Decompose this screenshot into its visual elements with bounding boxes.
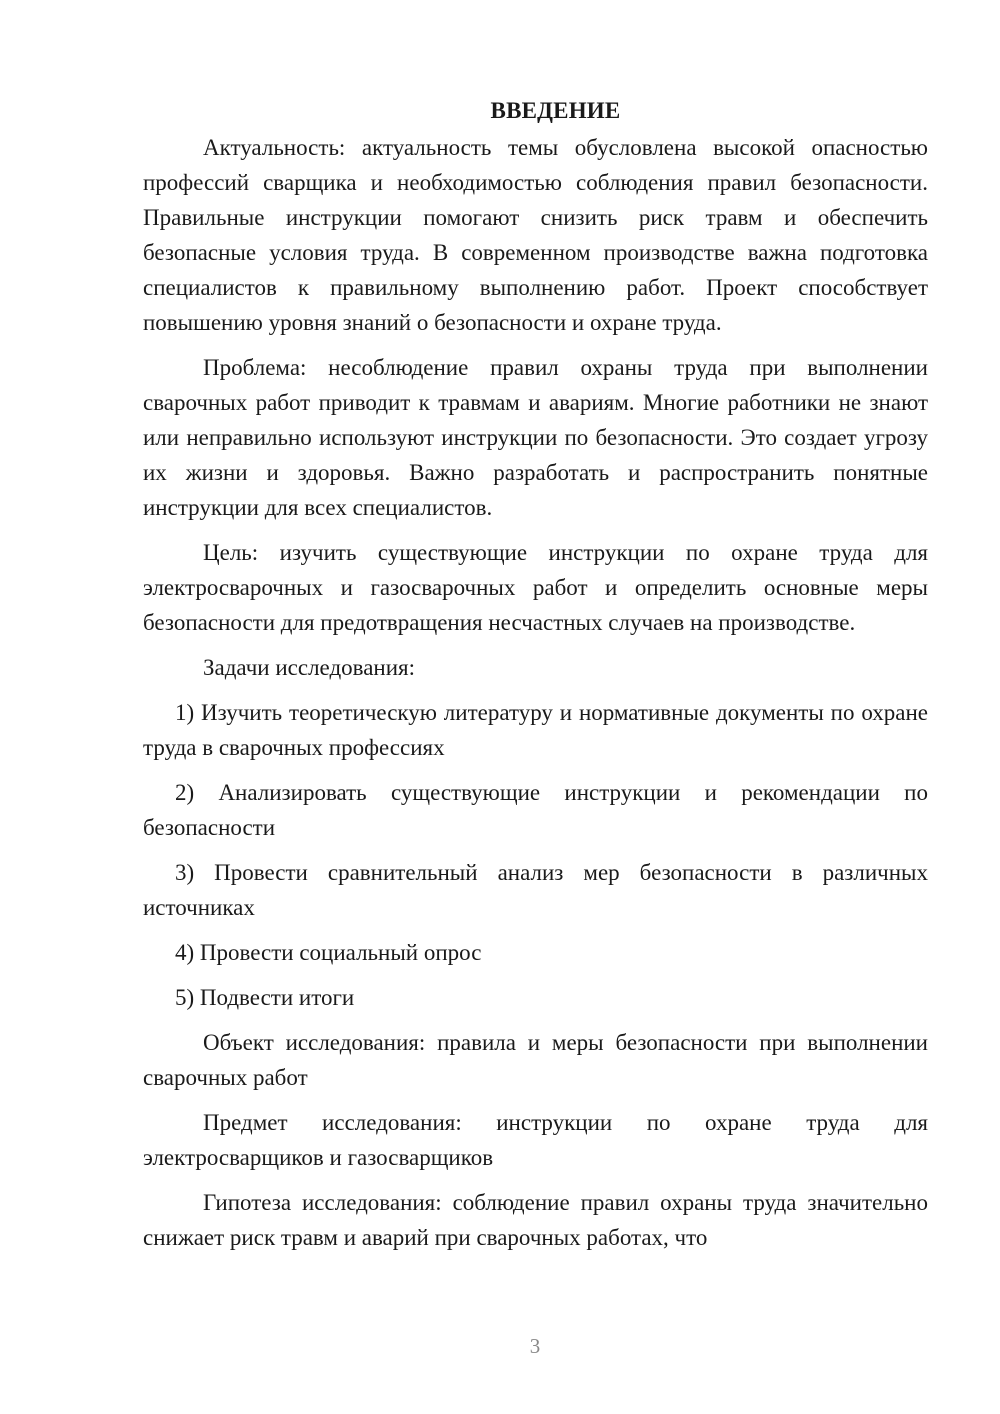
goal-paragraph: Цель: изучить существующие инструкции по охране труда для электросварочных и газосварочных работ и определить основные меры безопасности для предотвращения несчастных случаев на производстве. bbox=[143, 540, 928, 635]
task-item-2: 2) Анализировать существующие инструкции и рекомендации по безопасности bbox=[143, 780, 928, 840]
relevance-paragraph: Актуальность: актуальность темы обусловлена высокой опасностью профессий сварщика и необходимостью соблюдения правил безопасности. Правильные инструкции помогают снизить риск травм и обеспечить безопасные условия труда. В современном производстве важна подготовка специалистов к правильному выполнению работ. Проект способствует повышению уровня знаний о безопасности и охране труда. bbox=[143, 135, 928, 335]
task-item-4: 4) Провести социальный опрос bbox=[175, 940, 482, 965]
subject-paragraph: Предмет исследования: инструкции по охране труда для электросварщиков и газосварщиков bbox=[143, 1110, 928, 1170]
section-title: ВВЕДЕНИЕ bbox=[490, 98, 621, 123]
page-content bbox=[143, 93, 928, 1265]
task-item-3: 3) Провести сравнительный анализ мер безопасности в различных источниках bbox=[143, 860, 928, 920]
object-paragraph: Объект исследования: правила и меры безопасности при выполнении сварочных работ bbox=[143, 1030, 928, 1090]
problem-paragraph: Проблема: несоблюдение правил охраны труда при выполнении сварочных работ приводит к травмам и авариям. Многие работники не знают или неправильно используют инструкции по безопасности. Это создает угрозу их жизни и здоровья. Важно разработать и распространить понятные инструкции для всех специалистов. bbox=[143, 355, 928, 520]
tasks-heading: Задачи исследования: bbox=[203, 655, 416, 680]
task-item-1: 1) Изучить теоретическую литературу и нормативные документы по охране труда в сварочных профессиях bbox=[143, 700, 928, 760]
hypothesis-paragraph: Гипотеза исследования: соблюдение правил охраны труда значительно снижает риск травм и аварий при сварочных работах, что bbox=[143, 1190, 928, 1250]
task-item-5: 5) Подвести итоги bbox=[175, 985, 355, 1010]
page-number: 3 bbox=[529, 1334, 541, 1358]
